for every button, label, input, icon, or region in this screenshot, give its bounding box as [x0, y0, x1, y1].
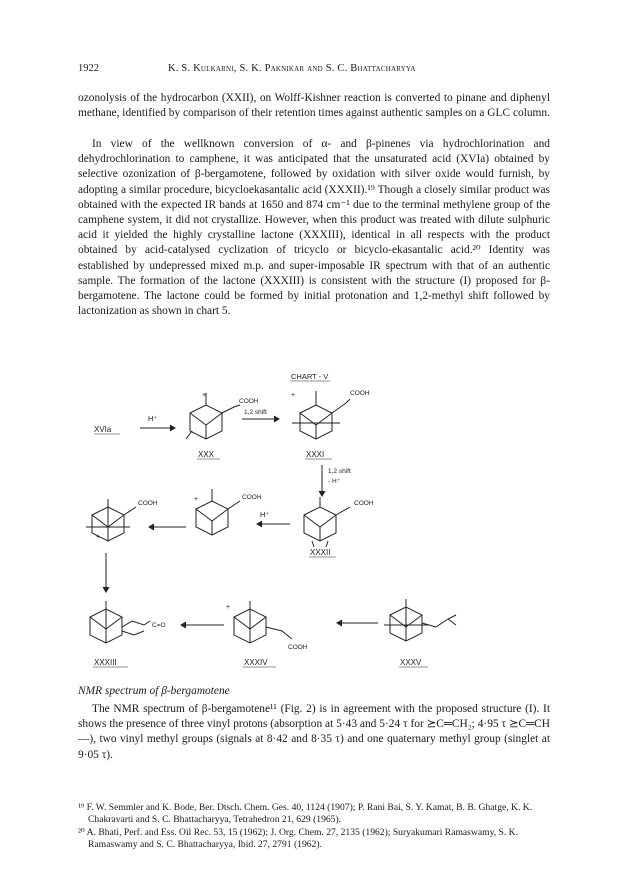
cooh-xxxii: COOH [354, 500, 374, 507]
label-xxxiii: XXXIII [94, 658, 117, 667]
arrow-1 [140, 425, 175, 431]
header-authors: K. S. Kulkarni, S. K. Paknikar and S. C. Bhattacharyya [168, 63, 416, 74]
structure-xxxv [384, 599, 456, 641]
svg-text:+: + [291, 392, 296, 399]
cooh-intermediate: COOH [242, 494, 262, 501]
label-xxxii: XXXII [310, 548, 331, 557]
reagent-h-plus-1: H⁺ [148, 414, 158, 423]
reaction-scheme [78, 369, 550, 669]
cooh-xxx: COOH [239, 398, 259, 405]
structure-cation-left [86, 499, 136, 541]
reagent-minus-h: - H⁺ [328, 478, 341, 485]
label-xxxv: XXXV [400, 658, 422, 667]
cooh-xxxiv: COOH [288, 644, 308, 651]
chart-title: CHART - V [291, 372, 329, 381]
arrow-4 [257, 521, 290, 527]
cooh-cation-left: COOH [138, 500, 158, 507]
section-heading-nmr [78, 685, 230, 697]
label-xxx: XXX [198, 450, 215, 459]
reaction-scheme-svg [78, 369, 550, 669]
structure-xxxii [304, 497, 350, 547]
svg-text:+: + [194, 496, 199, 503]
svg-text:+: + [226, 604, 231, 611]
paragraph-nmr: The NMR spectrum of β-bergamotene¹¹ (Fig. 2) is in agreement with the proposed structure (I). It shows the presence of three vinyl protons (absorption at 5·43 and 5·24 τ for ⪰C═CH₂; 4·95 τ ⪰C═CH—), two vinyl methyl groups (signals at 8·42 and 8·35 τ) and one quaternary methyl group (singlet at 9·05 τ). [78, 703, 550, 761]
cooh-xxxi: COOH [350, 390, 370, 397]
paragraph-pinene-conversion: In view of the wellknown conversion of α- and β-pinenes via hydrochlorination and dehydrochlorination to camphene, it was anticipated that the unsaturated acid (XVIa) obtained by selective ozonization of β-bergamotene, followed by oxidation with silver oxide would furnish, by adopting a similar procedure, bicycloekasantalic acid (XXXII).¹⁹ Though a closely similar product was obtained with the expected IR bands at 1650 and 874 cm⁻¹ due to the terminal methylene group of the camphene system, it did not crystallize. However, when this product was treated with dilute sulphuric acid it yielded the highly crystalline lactone (XXXIII), identical in all respects with the product obtained by acid-catalysed cyclization of tricyclo or bicyclo-ekasantalic acid.²⁰ Identity was established by undepressed mixed m.p. and super-imposable IR spectrum with that of an authentic sample. The formation of the lactone (XXXIII) is consistent with the structure (I) proposed for β-bergamotene. The lactone could be formed by initial protonation and 1,2-methyl shift followed by lactonization as shown in chart 5. [78, 138, 550, 318]
structure-xxxiv [226, 601, 292, 643]
structure-xxx [186, 392, 240, 439]
arrow-2 [242, 416, 279, 422]
carbonyl-xxxiii: C=O [152, 622, 166, 629]
structure-xxxiii [90, 601, 150, 643]
page-number: 1922 [78, 63, 99, 74]
arrow-3-vertical [319, 465, 325, 496]
svg-text:+: + [96, 534, 101, 541]
footnote-19: ¹⁹ F. W. Semmler and K. Bode, Ber. Dtsch. Chem. Ges. 40, 1124 (1907); P. Rani Bai, S. Y. Kamat, B. B. Ghatge, K. K. Chakravarti and S. C. Bhattacharyya, Tetrahedron 21, 629 (1965). [78, 802, 533, 826]
arrow-8 [337, 620, 378, 626]
svg-text:+: + [202, 392, 207, 399]
structure-intermediate [194, 489, 240, 535]
footnotes [78, 802, 550, 852]
shift-label-1: 1,2 shift [244, 409, 267, 416]
shift-label-2: 1,2 shift [328, 468, 351, 475]
arrow-6-down [103, 553, 109, 592]
running-header [78, 63, 548, 79]
arrow-5 [149, 524, 186, 530]
structure-xxxi [291, 391, 350, 439]
footnote-20: ²⁰ A. Bhati, Perf. and Ess. Oil Rec. 53, 15 (1962); J. Org. Chem. 27, 2135 (1962); Suryakumari Ramaswamy, S. K. Ramaswamy and S. C. Bhattacharyya, Ibid. 27, 2791 (1962). [78, 826, 518, 851]
arrow-7 [181, 622, 224, 628]
label-xxxiv: XXXIV [244, 658, 268, 667]
nmr-heading-text: NMR spectrum of β-bergamotene [78, 685, 230, 697]
label-xvia: XVIa [94, 425, 112, 434]
reagent-h-plus-2: H⁺ [260, 510, 270, 519]
paragraph-ozonolysis: ozonolysis of the hydrocarbon (XXII), on Wolff-Kishner reaction is converted to pinane and diphenyl methane, identified by comparison of their retention times against authentic samples on a GLC column. [78, 92, 550, 120]
label-xxxi: XXXI [306, 450, 325, 459]
